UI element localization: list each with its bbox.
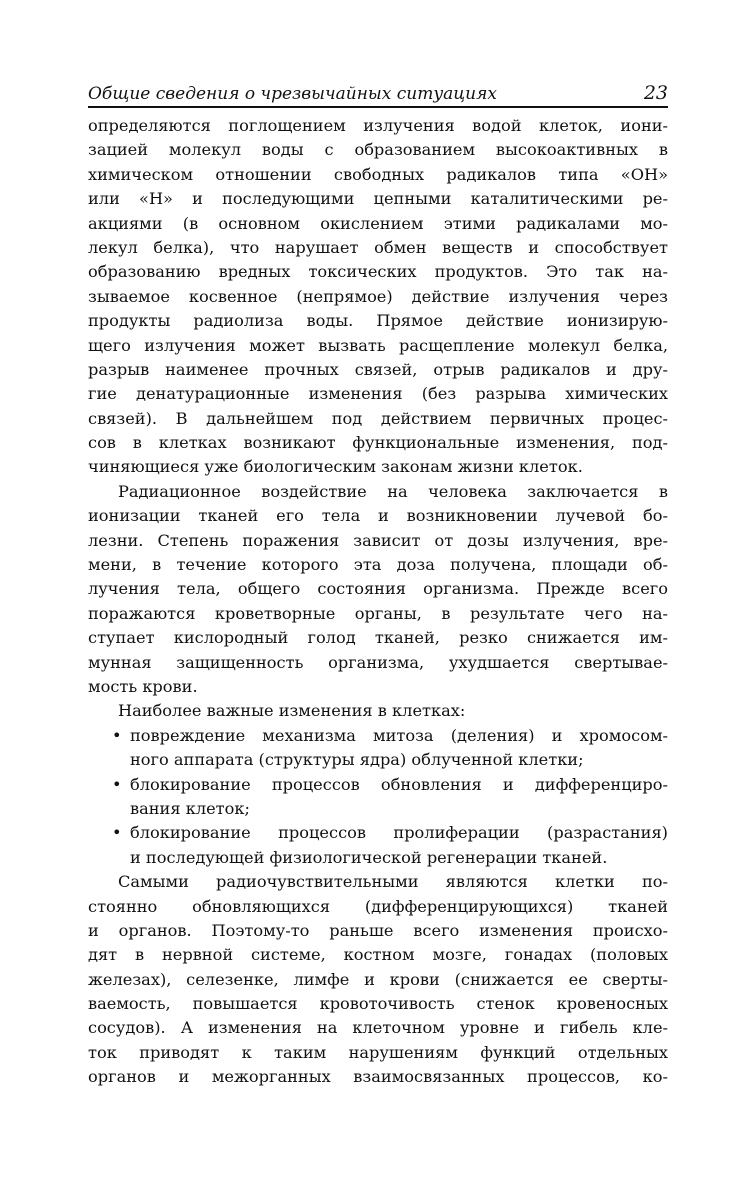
book-page (88, 82, 668, 1090)
text-line: поражаются кроветворные органы, в результате чего на- (88, 603, 668, 623)
running-header (88, 82, 668, 108)
bullet-marker: • (112, 774, 122, 794)
list-item-line: ного аппарата (структуры ядра) облученной клетки; (130, 750, 584, 770)
text-line: химическом отношении свободных радикалов типа «ОН» (88, 164, 668, 184)
list-item-line: и последующей физиологической регенерации тканей. (130, 847, 608, 867)
text-line: разрыв наименее прочных связей, отрыв радикалов и дру- (88, 359, 668, 379)
text-line: щего излучения может вызвать расщепление молекул белка, (88, 335, 668, 355)
list-item-line: вания клеток; (130, 798, 250, 818)
text-line: связей). В дальнейшем под действием первичных процес- (88, 408, 668, 428)
text-line: Самыми радиочувствительными являются клетки по- (118, 872, 668, 892)
text-line: гие денатурационные изменения (без разрыва химических (88, 384, 668, 404)
text-line: чиняющиеся уже биологическим законам жизни клеток. (88, 457, 583, 477)
text-line: лучения тела, общего состояния организма. Прежде всего (88, 579, 668, 599)
running-header-title: Общие сведения о чрезвычайных ситуациях (88, 84, 497, 104)
text-line: Наиболее важные изменения в клетках: (118, 701, 466, 721)
text-line: Радиационное воздействие на человека заключается в (118, 481, 668, 501)
text-line: железах), селезенке, лимфе и крови (снижается ее сверты- (88, 969, 668, 989)
body-text (88, 114, 668, 1090)
text-line: мунная защищенность организма, ухудшается свертывае- (88, 652, 668, 672)
page-number: 23 (643, 82, 668, 104)
list-item-text: повреждение механизма митоза (деления) и хромосом- (130, 725, 668, 745)
text-line: или «Н» и последующими цепными каталитическими ре- (88, 189, 668, 209)
text-line: сосудов). А изменения на клеточном уровне и гибель кле- (88, 1018, 668, 1038)
text-line: дят в нервной системе, костном мозге, гонадах (половых (88, 945, 668, 965)
list-item (88, 821, 668, 845)
text-line: мость крови. (88, 676, 198, 696)
list-item (88, 773, 668, 797)
text-line: зываемое косвенное (непрямое) действие излучения через (88, 286, 668, 306)
bullet-marker: • (112, 823, 122, 843)
list-item (88, 724, 668, 748)
bullet-marker: • (112, 725, 122, 745)
text-line: зацией молекул воды с образованием высокоактивных в (88, 140, 668, 160)
text-line: лекул белка), что нарушает обмен веществ и способствует (88, 237, 668, 257)
text-line: стоянно обновляющихся (дифференцирующихся) тканей (88, 896, 668, 916)
list-item-text: блокирование процессов обновления и дифференциро- (130, 774, 668, 794)
text-line: определяются поглощением излучения водой клеток, иони- (88, 116, 668, 135)
text-line: акциями (в основном окислением этими радикалами мо- (88, 213, 668, 233)
text-line: сов в клетках возникают функциональные изменения, под- (88, 433, 668, 453)
text-line: ступает кислородный голод тканей, резко снижается им- (88, 628, 668, 648)
text-line: ионизации тканей его тела и возникновении лучевой бо- (88, 506, 668, 526)
text-line: лезни. Степень поражения зависит от дозы излучения, вре- (88, 530, 668, 550)
text-line: органов и межорганных взаимосвязанных процессов, ко- (88, 1067, 668, 1087)
text-line: мени, в течение которого эта доза получена, площади об- (88, 555, 668, 575)
text-line: продукты радиолиза воды. Прямое действие ионизирую- (88, 311, 668, 331)
text-line: ток приводят к таким нарушениям функций отдельных (88, 1042, 668, 1062)
text-line: и органов. Поэтому-то раньше всего изменения происхо- (88, 920, 668, 940)
list-item-text: блокирование процессов пролиферации (разрастания) (130, 823, 668, 843)
text-line: образованию вредных токсических продуктов. Это так на- (88, 262, 668, 282)
text-line: ваемость, повышается кровоточивость стенок кровеносных (88, 994, 668, 1014)
